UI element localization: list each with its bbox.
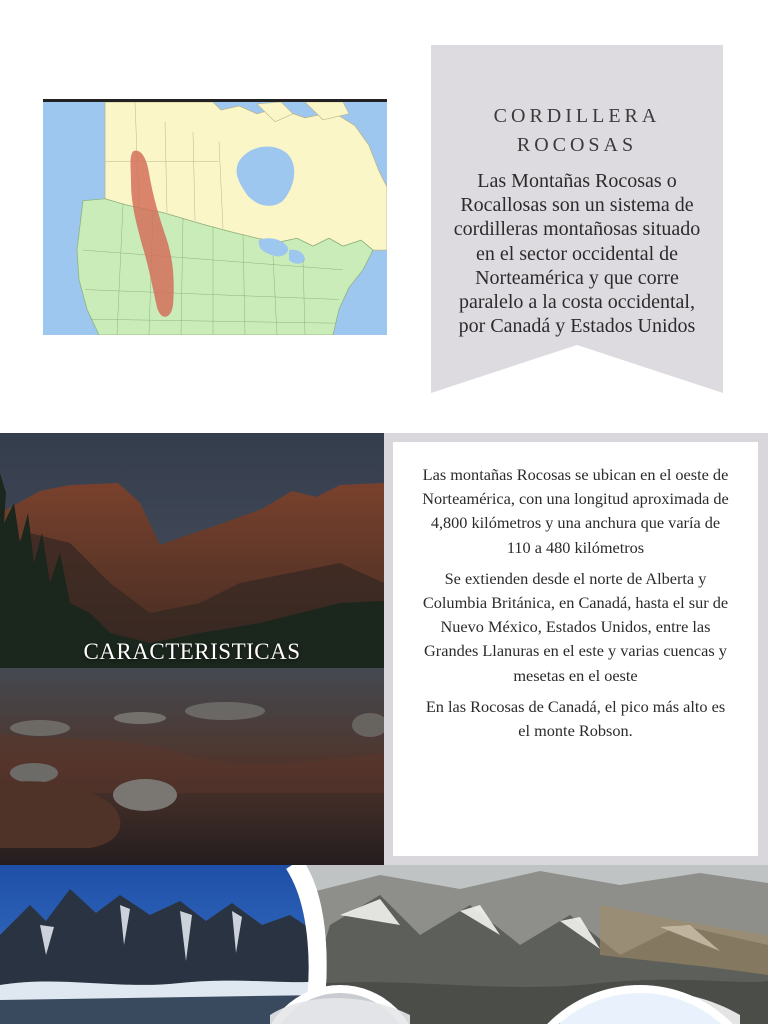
characteristics-title: CARACTERISTICAS: [83, 639, 301, 664]
map-graphic: [43, 102, 387, 335]
strip-illustration: [0, 865, 768, 1024]
banner-title-line-2: ROCOSAS: [516, 134, 638, 156]
rockies-definition-banner: [431, 45, 723, 393]
mountain-lake-photo: [0, 433, 384, 865]
highest-peak-paragraph: En las Rocosas de Canadá, el pico más alto es el monte Robson.: [425, 696, 726, 741]
banner-title: [431, 102, 723, 160]
jagged-peaks-photo: [0, 865, 330, 1024]
banner-title-line-1: CORDILLERA: [493, 105, 661, 127]
extent-paragraph: Se extienden desde el norte de Alberta y Columbia Británica, en Canadá, hasta el sur de Nuevo México, Estados Unidos, entre las Grandes Llanuras en el este y varias cuencas y mesetas en el oeste: [422, 568, 729, 685]
location-paragraph: Las montañas Rocosas se ubican en el oeste de Norteamérica, con una longitud aproximada de 4,800 kilómetros y una anchura que varía de 110 a 480 kilómetros: [422, 465, 729, 557]
characteristics-card: [393, 442, 758, 856]
banner-description: Las Montañas Rocosas o Rocallosas son un sistema de cordilleras montañosas situado en el sector occidental de Norteamérica y que corre paralelo a la costa occidental, por Canadá y Estados Unidos: [453, 170, 701, 338]
mountain-photo-strip: [0, 865, 768, 1024]
characteristics-panel: [384, 433, 768, 865]
north-america-map: [43, 99, 387, 335]
